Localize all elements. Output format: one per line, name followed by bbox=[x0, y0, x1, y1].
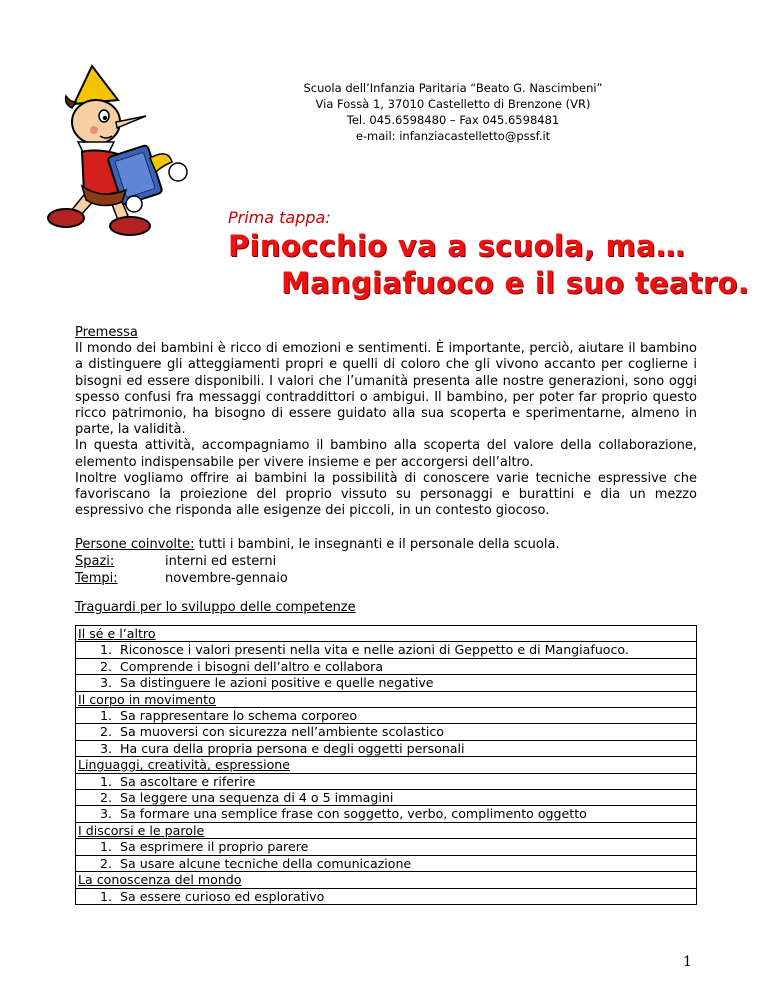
goal-item-text: Ha cura della propria persona e degli oggetti personali bbox=[120, 740, 465, 756]
persone-value: tutti i bambini, le insegnanti e il personale della scuola. bbox=[194, 537, 560, 552]
goal-area-label: Il sé e l’altro bbox=[76, 626, 697, 642]
goal-area-label: Linguaggi, creatività, espressione bbox=[76, 757, 697, 773]
goal-item-row bbox=[76, 724, 697, 740]
goal-item bbox=[76, 740, 697, 756]
school-address: Via Fossà 1, 37010 Castelletto di Brenzone (VR) bbox=[315, 97, 591, 111]
goal-area-row bbox=[76, 872, 697, 888]
goal-item-text: Sa usare alcune tecniche della comunicazione bbox=[120, 855, 412, 871]
goal-item-row bbox=[76, 855, 697, 871]
goal-item bbox=[76, 839, 697, 855]
stage-label: Prima tappa: bbox=[228, 208, 331, 227]
goal-item-number: 1. bbox=[100, 642, 113, 658]
tempi-row bbox=[75, 570, 560, 587]
goal-item-text: Sa esprimere il proprio parere bbox=[120, 839, 309, 855]
goal-item bbox=[76, 708, 697, 724]
goal-item-text: Sa distinguere le azioni positive e quelle negative bbox=[120, 675, 434, 691]
goal-item-number: 2. bbox=[100, 855, 113, 871]
goal-area-label: La conoscenza del mondo bbox=[76, 872, 697, 888]
goal-area-row bbox=[76, 626, 697, 642]
goal-item-text: Comprende i bisogni dell’altro e collabora bbox=[120, 658, 384, 674]
goal-item-text: Sa formare una semplice frase con soggetto, verbo, complimento oggetto bbox=[120, 806, 587, 822]
goal-item-number: 1. bbox=[100, 839, 113, 855]
goal-item bbox=[76, 855, 697, 871]
goal-item bbox=[76, 675, 697, 691]
goal-item-number: 2. bbox=[100, 658, 113, 674]
spazi-row bbox=[75, 553, 560, 570]
goal-item-number: 3. bbox=[100, 806, 113, 822]
goal-item bbox=[76, 724, 697, 740]
goal-item-row bbox=[76, 806, 697, 822]
goal-item-row bbox=[76, 790, 697, 806]
school-name: Scuola dell’Infanzia Paritaria “Beato G. Nascimbeni” bbox=[303, 81, 603, 95]
premessa-paragraph: Il mondo dei bambini è ricco di emozioni e sentimenti. È importante, perciò, aiutare il bambino a distinguere gli atteggiamenti propri e quelli di coloro che gli vivono accanto per coglierne i bisogni ed essere disponibili. I valori che l’umanità presenta alle nostre generazioni, sono oggi spesso confusi fra messaggi contraddittori o ambigui. Il bambino, per poter far proprio questo ricco patrimonio, ha bisogno di essere guidato alla sua scoperta e sperimentarne, almeno in parte, la validità. bbox=[75, 341, 697, 438]
goal-item-row bbox=[76, 888, 697, 904]
school-header bbox=[280, 80, 626, 144]
tempi-value: novembre-gennaio bbox=[165, 571, 288, 586]
goal-item bbox=[76, 658, 697, 674]
goal-item-row bbox=[76, 773, 697, 789]
goal-area-row bbox=[76, 691, 697, 707]
goals-table bbox=[75, 625, 697, 905]
goal-area-row bbox=[76, 822, 697, 838]
page-number: 1 bbox=[683, 954, 692, 970]
goals-heading: Traguardi per lo sviluppo delle competenze bbox=[75, 600, 356, 615]
goal-item-number: 1. bbox=[100, 773, 113, 789]
goal-item-number: 1. bbox=[100, 888, 113, 904]
goal-area-label: I discorsi e le parole bbox=[76, 822, 697, 838]
goal-item-row bbox=[76, 642, 697, 658]
goal-area-row bbox=[76, 757, 697, 773]
title-line-2: Mangiafuoco e il suo teatro. bbox=[281, 266, 750, 300]
goal-item-number: 2. bbox=[100, 790, 113, 806]
persone-label: Persone coinvolte: bbox=[75, 537, 195, 552]
premessa-section bbox=[75, 325, 697, 519]
goal-item bbox=[76, 773, 697, 789]
goal-item-number: 3. bbox=[100, 675, 113, 691]
goal-item-row bbox=[76, 675, 697, 691]
goal-item-text: Sa muoversi con sicurezza nell’ambiente scolastico bbox=[120, 724, 444, 740]
goal-item-text: Sa leggere una sequenza di 4 o 5 immagini bbox=[120, 790, 394, 806]
goal-item-number: 1. bbox=[100, 708, 113, 724]
tempi-label: Tempi: bbox=[75, 571, 118, 586]
page-title bbox=[228, 228, 749, 302]
goal-item bbox=[76, 806, 697, 822]
goal-item-row bbox=[76, 658, 697, 674]
goal-item-number: 3. bbox=[100, 740, 113, 756]
title-line-1: Pinocchio va a scuola, ma… bbox=[228, 229, 686, 263]
goal-item-text: Riconosce i valori presenti nella vita e nelle azioni di Geppetto e di Mangiafuoco. bbox=[120, 642, 629, 658]
school-phone: Tel. 045.6598480 – Fax 045.6598481 bbox=[346, 113, 560, 127]
goal-item-row bbox=[76, 740, 697, 756]
goal-item bbox=[76, 790, 697, 806]
goal-area-label: Il corpo in movimento bbox=[76, 691, 697, 707]
premessa-heading: Premessa bbox=[75, 325, 138, 340]
spazi-label: Spazi: bbox=[75, 554, 115, 569]
premessa-paragraph: In questa attività, accompagniamo il bambino alla scoperta del valore della collaborazione, elemento indispensabile per vivere insieme e per accorgersi dell’altro. bbox=[75, 438, 697, 470]
goal-item-text: Sa essere curioso ed esplorativo bbox=[120, 888, 325, 904]
goal-item-text: Sa rappresentare lo schema corporeo bbox=[120, 708, 358, 724]
goal-item-row bbox=[76, 839, 697, 855]
goal-item bbox=[76, 642, 697, 658]
goal-item-text: Sa ascoltare e riferire bbox=[120, 773, 256, 789]
goal-item bbox=[76, 888, 697, 904]
goal-item-number: 2. bbox=[100, 724, 113, 740]
premessa-paragraph: Inoltre vogliamo offrire ai bambini la possibilità di conoscere varie tecniche espressive che favoriscano la proiezione del proprio vissuto su personaggi e burattini e dia un mezzo espressivo che risponda alle esigenze dei piccoli, in un contesto giocoso. bbox=[75, 470, 697, 519]
school-email: e-mail: infanziacastelletto@pssf.it bbox=[355, 129, 551, 143]
meta-info bbox=[75, 536, 560, 587]
goal-item-row bbox=[76, 708, 697, 724]
spazi-value: interni ed esterni bbox=[165, 554, 277, 569]
pinocchio-illustration bbox=[22, 62, 222, 240]
persone-row bbox=[75, 536, 560, 553]
